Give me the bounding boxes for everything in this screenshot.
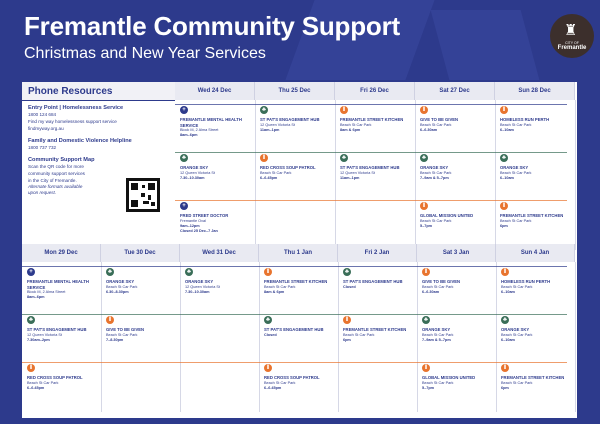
service-name: FREMANTLE STREET KITCHEN [500, 213, 564, 218]
service-time: 8am & 6pm [264, 289, 285, 294]
service-time: 7–9am & 5–7pm [420, 175, 449, 180]
orange-service-icon: ǁ [343, 316, 351, 324]
service-time: Closed [343, 284, 356, 289]
green-service-icon: ♣ [260, 106, 268, 114]
fdv-phone[interactable]: 1800 737 732 [28, 145, 57, 150]
service-time: 5–7pm [422, 385, 435, 390]
service-name: FREMANTLE MENTAL HEALTH SERVICE [27, 279, 89, 290]
logo-small-text: CITY OF [565, 41, 579, 45]
green-service-icon: ♣ [264, 316, 272, 324]
column-divider [335, 100, 336, 250]
entry-link[interactable]: findmyway.org.au [28, 126, 64, 131]
service-event[interactable] [27, 268, 97, 300]
column-divider [495, 100, 496, 250]
service-event[interactable] [264, 268, 334, 295]
entry-phone[interactable]: 1800 124 684 [28, 112, 57, 117]
column-divider [496, 262, 497, 412]
service-event[interactable] [27, 316, 97, 343]
service-name: RED CROSS SOUP PATROL [260, 165, 316, 170]
service-location: Fremantle Oval [180, 218, 206, 223]
service-name: RED CROSS SOUP PATROL [264, 375, 320, 380]
green-service-icon: ♣ [420, 154, 428, 162]
service-time: Closed [264, 332, 277, 337]
service-event[interactable] [180, 202, 250, 234]
service-location: Block M, 2 Alma Street [27, 290, 66, 294]
service-name: ORANGE SKY [180, 165, 209, 170]
service-time: 7–8.30pm [106, 337, 124, 342]
entry-heading: Entry Point | Homelessness Service [28, 105, 124, 111]
day-header: Sat 27 Dec [415, 82, 495, 100]
orange-service-icon: ǁ [501, 268, 509, 276]
entry-description: Find my way homelessness support service [28, 119, 117, 124]
service-location: Beach St Car Park [422, 332, 454, 337]
service-name: FREMANTLE STREET KITCHEN [501, 375, 565, 380]
service-name: ORANGE SKY [185, 279, 214, 284]
bg-shape [431, 10, 540, 80]
service-event[interactable] [420, 106, 490, 133]
service-name: GIVE TO BE GIVEN [106, 327, 145, 332]
service-event[interactable] [420, 154, 490, 181]
service-name: RED CROSS SOUP PATROL [27, 375, 83, 380]
day-header: Tue 30 Dec [101, 244, 180, 262]
column-divider [180, 262, 181, 412]
fdv-heading: Family and Domestic Violence Helpline [28, 138, 132, 144]
service-name: FREMANTLE STREET KITCHEN [340, 117, 404, 122]
service-time: 5–7pm [420, 223, 433, 228]
service-time: 6–6.45pm [260, 175, 278, 180]
orange-service-icon: ǁ [264, 268, 272, 276]
column-divider [415, 100, 416, 250]
service-time: 6–6.45pm [264, 385, 282, 390]
service-time: 6–10am [501, 289, 515, 294]
orange-service-icon: ǁ [500, 202, 508, 210]
column-divider [575, 100, 576, 250]
service-time: 6–10am [501, 337, 515, 342]
service-name: ORANGE SKY [500, 165, 529, 170]
service-time: 11am–1pm [340, 175, 360, 180]
service-time: 6.30–8.30pm [106, 289, 129, 294]
service-time: 9am–12pm [180, 223, 200, 228]
orange-service-icon: ǁ [340, 106, 348, 114]
green-service-icon: ♣ [343, 268, 351, 276]
service-note: Closed 25 Dec–7 Jan [180, 228, 218, 233]
map-text-1: Scan the QR code for more [28, 164, 84, 169]
day-header: Mon 29 Dec [22, 244, 101, 262]
orange-service-icon: ǁ [422, 364, 430, 372]
green-service-icon: ♣ [340, 154, 348, 162]
map-alt-1: Alternate formats available [28, 184, 83, 189]
service-location: Beach St Car Park [27, 380, 59, 385]
page-title: Fremantle Community Support [24, 11, 400, 41]
service-location: 12 Queen Victoria St [340, 170, 375, 175]
column-divider [417, 262, 418, 412]
service-location: Beach St Car Park [343, 332, 375, 337]
day-header: Sat 3 Jan [417, 244, 496, 262]
service-time: 6pm [500, 223, 508, 228]
orange-service-icon: ǁ [260, 154, 268, 162]
logo-name: Fremantle [557, 45, 587, 51]
service-event[interactable] [501, 316, 571, 343]
service-name: GIVE TO BE GIVEN [422, 279, 461, 284]
service-name: ST PAT'S ENGAGEMENT HUB [343, 279, 403, 284]
day-header: Sun 4 Jan [496, 244, 575, 262]
phone-resources-panel [22, 82, 175, 242]
service-name: ST PAT'S ENGAGEMENT HUB [264, 327, 324, 332]
service-time: 6–6.30am [422, 289, 440, 294]
schedule-card [22, 82, 577, 418]
service-time: 11am–1pm [260, 127, 280, 132]
service-location: Beach St Car Park [500, 218, 532, 223]
service-name: GIVE TO BE GIVEN [420, 117, 459, 122]
service-location: Beach St Car Park [264, 380, 296, 385]
service-time: 8am & 6pm [340, 127, 361, 132]
service-time: 6–10am [500, 175, 514, 180]
column-divider [101, 262, 102, 412]
service-event[interactable] [340, 154, 410, 181]
page-subtitle: Christmas and New Year Services [24, 45, 266, 62]
service-name: GLOBAL MISSION UNITED [420, 213, 474, 218]
service-time: 7.30–10.30am [185, 289, 210, 294]
service-location: Beach St Car Park [264, 284, 296, 289]
service-event[interactable] [420, 202, 490, 229]
day-header: Fri 2 Jan [338, 244, 417, 262]
timeline-line [175, 152, 567, 153]
service-time: 8am–6pm [180, 133, 198, 137]
service-location: Beach St Car Park [501, 380, 533, 385]
service-event[interactable] [180, 106, 250, 138]
service-name: FREMANTLE STREET KITCHEN [343, 327, 407, 332]
green-service-icon: ♣ [180, 154, 188, 162]
column-divider [259, 262, 260, 412]
service-event[interactable] [422, 316, 492, 343]
column-divider [255, 100, 256, 250]
service-name: ORANGE SKY [106, 279, 135, 284]
qr-code[interactable] [126, 178, 160, 212]
orange-service-icon: ǁ [264, 364, 272, 372]
service-time: 6–6.45pm [27, 385, 45, 390]
service-location: Beach St Car Park [420, 122, 452, 127]
service-location: 12 Queen Victoria St [27, 332, 62, 337]
service-name: ST PAT'S ENGAGEMENT HUB [27, 327, 87, 332]
service-name: ST PAT'S ENGAGEMENT HUB [260, 117, 320, 122]
timeline-line [22, 314, 567, 315]
service-location: Beach St Car Park [420, 170, 452, 175]
service-event[interactable] [180, 154, 250, 181]
service-time: 8am–6pm [27, 295, 45, 299]
service-time: 6–6.30am [420, 127, 438, 132]
service-location: 12 Queen Victoria St [260, 122, 295, 127]
service-time: 7.30am–2pm [27, 337, 50, 342]
map-text-3: in the City of Fremantle. [28, 178, 77, 183]
timeline-line [175, 104, 567, 105]
service-event[interactable] [185, 268, 255, 295]
column-divider [575, 262, 576, 412]
day-header: Thu 1 Jan [259, 244, 338, 262]
orange-service-icon: ǁ [420, 106, 428, 114]
crest-icon: ♜ [564, 22, 578, 39]
orange-service-icon: ǁ [420, 202, 428, 210]
service-location: Beach St Car Park [500, 170, 532, 175]
service-name: FRED STREET DOCTOR [180, 213, 229, 218]
service-name: ORANGE SKY [422, 327, 451, 332]
phone-resources-title: Phone Resources [22, 82, 175, 101]
orange-service-icon: ǁ [500, 106, 508, 114]
blue-service-icon: + [180, 202, 188, 210]
day-header: Fri 26 Dec [335, 82, 415, 100]
service-event[interactable] [260, 154, 330, 181]
service-event[interactable] [264, 364, 334, 391]
service-event[interactable] [500, 106, 570, 133]
city-logo [550, 14, 594, 58]
service-event[interactable] [106, 316, 176, 343]
service-time: 6pm [501, 385, 509, 390]
service-event[interactable] [500, 154, 570, 181]
service-name: FREMANTLE STREET KITCHEN [264, 279, 328, 284]
map-text-2: community support services [28, 171, 85, 176]
orange-service-icon: ǁ [422, 268, 430, 276]
service-location: Beach St Car Park [500, 122, 532, 127]
day-header: Wed 31 Dec [180, 244, 259, 262]
map-heading: Community Support Map [28, 157, 95, 163]
day-header: Sun 28 Dec [495, 82, 575, 100]
blue-service-icon: + [180, 106, 188, 114]
service-event[interactable] [264, 316, 334, 338]
orange-service-icon: ǁ [27, 364, 35, 372]
service-event[interactable] [501, 364, 571, 391]
day-header: Thu 25 Dec [255, 82, 335, 100]
service-location: Beach St Car Park [106, 332, 138, 337]
service-event[interactable] [27, 364, 97, 391]
green-service-icon: ♣ [501, 316, 509, 324]
service-time: 6–10am [500, 127, 514, 132]
service-time: 6pm [343, 337, 351, 342]
service-location: Beach St Car Park [422, 380, 454, 385]
service-name: ORANGE SKY [420, 165, 449, 170]
service-location: Block M, 2 Alma Street [180, 128, 219, 132]
service-event[interactable] [422, 268, 492, 295]
service-name: ORANGE SKY [501, 327, 530, 332]
service-location: 12 Queen Victoria St [180, 170, 215, 175]
service-location: Beach St Car Park [260, 170, 292, 175]
service-location: Beach St Car Park [106, 284, 138, 289]
service-location: Beach St Car Park [501, 284, 533, 289]
service-location: 12 Queen Victoria St [185, 284, 220, 289]
service-event[interactable] [343, 316, 413, 343]
service-time: 7.30–10.30am [180, 175, 205, 180]
green-service-icon: ♣ [27, 316, 35, 324]
day-header: Wed 24 Dec [175, 82, 255, 100]
service-name: FREMANTLE MENTAL HEALTH SERVICE [180, 117, 242, 128]
timeline-line [22, 266, 567, 267]
service-location: Beach St Car Park [501, 332, 533, 337]
green-service-icon: ♣ [500, 154, 508, 162]
timeline-line [22, 362, 567, 363]
service-event[interactable] [343, 268, 413, 290]
timeline-line [175, 200, 567, 201]
blue-service-icon: + [27, 268, 35, 276]
service-name: HOMELESS RUN PERTH [501, 279, 551, 284]
service-event[interactable] [501, 268, 571, 295]
service-location: Beach St Car Park [422, 284, 454, 289]
service-time: 7–9am & 5–7pm [422, 337, 451, 342]
orange-service-icon: ǁ [106, 316, 114, 324]
service-event[interactable] [422, 364, 492, 391]
service-name: ST PAT'S ENGAGEMENT HUB [340, 165, 400, 170]
service-location: Beach St Car Park [340, 122, 372, 127]
green-service-icon: ♣ [185, 268, 193, 276]
service-event[interactable] [260, 106, 330, 133]
service-name: GLOBAL MISSION UNITED [422, 375, 476, 380]
service-event[interactable] [106, 268, 176, 295]
service-event[interactable] [500, 202, 570, 229]
orange-service-icon: ǁ [501, 364, 509, 372]
service-event[interactable] [340, 106, 410, 133]
service-name: HOMELESS RUN PERTH [500, 117, 550, 122]
column-divider [338, 262, 339, 412]
green-service-icon: ♣ [422, 316, 430, 324]
map-alt-2: upon request. [28, 190, 57, 195]
service-location: Beach St Car Park [420, 218, 452, 223]
green-service-icon: ♣ [106, 268, 114, 276]
